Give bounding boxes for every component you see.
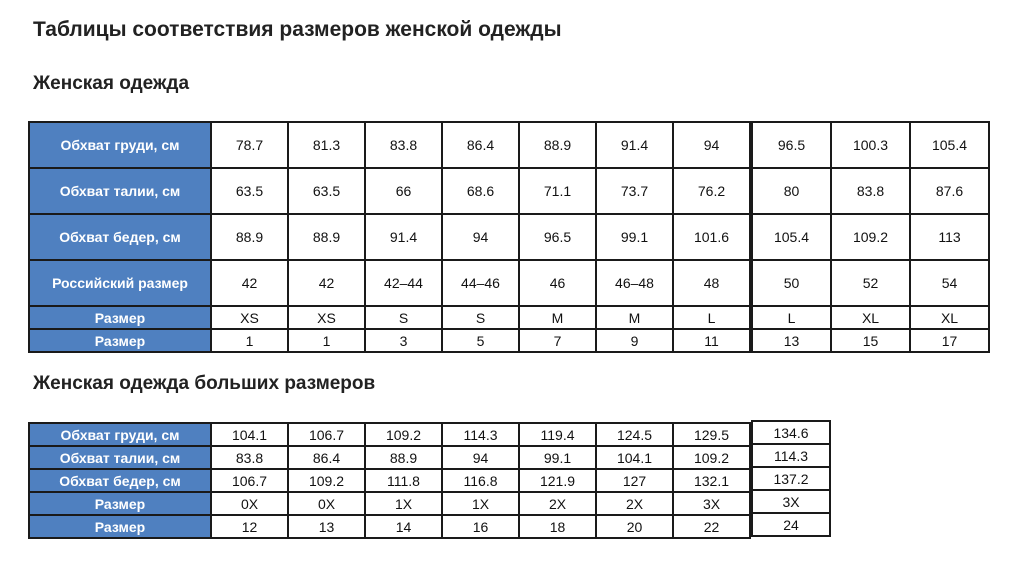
table-cell: 18	[519, 515, 596, 538]
table-row	[29, 214, 750, 260]
table-cell: S	[365, 306, 442, 329]
table-cell: 94	[442, 214, 519, 260]
table-cell: 1X	[365, 492, 442, 515]
table-cell: 14	[365, 515, 442, 538]
table-cell: 22	[673, 515, 750, 538]
table-cell: 83.8	[211, 446, 288, 469]
table-cell: 111.8	[365, 469, 442, 492]
table-cell: 121.9	[519, 469, 596, 492]
table-row	[752, 444, 830, 467]
table-cell: 16	[442, 515, 519, 538]
table-cell: 78.7	[211, 122, 288, 168]
table-cell: 124.5	[596, 423, 673, 446]
table-cell: L	[752, 306, 831, 329]
table-cell: 24	[752, 513, 830, 536]
table-cell: 76.2	[673, 168, 750, 214]
table-cell: XL	[910, 306, 989, 329]
table-cell: 88.9	[211, 214, 288, 260]
row-header: Размер	[29, 515, 211, 538]
table-cell: 106.7	[288, 423, 365, 446]
table-cell: 5	[442, 329, 519, 352]
table-row	[29, 329, 750, 352]
table-cell: 71.1	[519, 168, 596, 214]
table-cell: 101.6	[673, 214, 750, 260]
table-cell: 63.5	[211, 168, 288, 214]
table-cell: 0X	[211, 492, 288, 515]
table-row	[29, 492, 750, 515]
row-header: Размер	[29, 492, 211, 515]
table-cell: 88.9	[288, 214, 365, 260]
table-cell: 114.3	[752, 444, 830, 467]
table-cell: 99.1	[596, 214, 673, 260]
table-cell: 13	[752, 329, 831, 352]
table-cell: 109.2	[831, 214, 910, 260]
table-cell: 80	[752, 168, 831, 214]
size-table-plus-extension	[751, 420, 831, 537]
table-cell: 46–48	[596, 260, 673, 306]
table-cell: 109.2	[365, 423, 442, 446]
table-cell: 42	[211, 260, 288, 306]
table-cell: 3X	[752, 490, 830, 513]
row-header: Обхват груди, см	[29, 122, 211, 168]
table-cell: 3X	[673, 492, 750, 515]
table-cell: 12	[211, 515, 288, 538]
table-cell: 54	[910, 260, 989, 306]
table-cell: 42	[288, 260, 365, 306]
table-cell: 13	[288, 515, 365, 538]
table-cell: 50	[752, 260, 831, 306]
table-cell: 100.3	[831, 122, 910, 168]
table-cell: 96.5	[519, 214, 596, 260]
table-cell: 48	[673, 260, 750, 306]
table-cell: 119.4	[519, 423, 596, 446]
row-header: Размер	[29, 306, 211, 329]
table-cell: 96.5	[752, 122, 831, 168]
table-cell: 1	[211, 329, 288, 352]
row-header: Обхват бедер, см	[29, 469, 211, 492]
row-header: Обхват груди, см	[29, 423, 211, 446]
size-table-women	[28, 121, 751, 353]
table-cell: 68.6	[442, 168, 519, 214]
table-cell: 9	[596, 329, 673, 352]
table-row	[752, 214, 989, 260]
table-cell: 17	[910, 329, 989, 352]
table-cell: 94	[442, 446, 519, 469]
table-cell: XS	[288, 306, 365, 329]
table-cell: 116.8	[442, 469, 519, 492]
table-row	[752, 490, 830, 513]
table-cell: XS	[211, 306, 288, 329]
table-cell: 11	[673, 329, 750, 352]
table-row	[752, 168, 989, 214]
table-cell: 88.9	[365, 446, 442, 469]
table-cell: 44–46	[442, 260, 519, 306]
table-cell: 104.1	[211, 423, 288, 446]
table-cell: 106.7	[211, 469, 288, 492]
table-cell: L	[673, 306, 750, 329]
table-cell: 15	[831, 329, 910, 352]
page-title: Таблицы соответствия размеров женской одежды	[33, 18, 562, 41]
table-cell: 81.3	[288, 122, 365, 168]
table-cell: 20	[596, 515, 673, 538]
row-header: Обхват талии, см	[29, 168, 211, 214]
table-cell: 46	[519, 260, 596, 306]
size-table-plus	[28, 422, 751, 539]
table-cell: S	[442, 306, 519, 329]
table-cell: 63.5	[288, 168, 365, 214]
table-row	[29, 423, 750, 446]
table-cell: 91.4	[365, 214, 442, 260]
table-cell: 42–44	[365, 260, 442, 306]
table-cell: 0X	[288, 492, 365, 515]
table-row	[29, 469, 750, 492]
table-cell: 132.1	[673, 469, 750, 492]
table-cell: 109.2	[673, 446, 750, 469]
table-cell: 83.8	[831, 168, 910, 214]
table-cell: M	[596, 306, 673, 329]
table-cell: 113	[910, 214, 989, 260]
table-cell: 104.1	[596, 446, 673, 469]
row-header: Обхват бедер, см	[29, 214, 211, 260]
table-row	[752, 306, 989, 329]
table-row	[752, 467, 830, 490]
table-cell: 137.2	[752, 467, 830, 490]
table-row	[29, 260, 750, 306]
table-row	[29, 306, 750, 329]
table-cell: 2X	[519, 492, 596, 515]
table-row	[752, 260, 989, 306]
table-row	[29, 446, 750, 469]
table-cell: 105.4	[910, 122, 989, 168]
table-row	[752, 421, 830, 444]
table-cell: 3	[365, 329, 442, 352]
table-cell: 105.4	[752, 214, 831, 260]
table-cell: 91.4	[596, 122, 673, 168]
table-row	[752, 513, 830, 536]
row-header: Размер	[29, 329, 211, 352]
size-table-women-extension	[751, 121, 990, 353]
table-cell: 7	[519, 329, 596, 352]
table-cell: 73.7	[596, 168, 673, 214]
table-cell: 1	[288, 329, 365, 352]
section-heading-plus-size: Женская одежда больших размеров	[33, 373, 376, 394]
table-cell: 87.6	[910, 168, 989, 214]
table-cell: 88.9	[519, 122, 596, 168]
table-cell: 134.6	[752, 421, 830, 444]
table-cell: 99.1	[519, 446, 596, 469]
row-header: Обхват талии, см	[29, 446, 211, 469]
table-cell: M	[519, 306, 596, 329]
table-cell: 86.4	[288, 446, 365, 469]
table-row	[752, 122, 989, 168]
table-cell: 1X	[442, 492, 519, 515]
table-cell: XL	[831, 306, 910, 329]
table-cell: 83.8	[365, 122, 442, 168]
table-cell: 94	[673, 122, 750, 168]
table-cell: 109.2	[288, 469, 365, 492]
table-cell: 2X	[596, 492, 673, 515]
table-cell: 52	[831, 260, 910, 306]
table-row	[29, 515, 750, 538]
section-heading-women: Женская одежда	[33, 73, 190, 94]
table-row	[29, 122, 750, 168]
table-cell: 114.3	[442, 423, 519, 446]
table-cell: 127	[596, 469, 673, 492]
table-cell: 129.5	[673, 423, 750, 446]
table-cell: 86.4	[442, 122, 519, 168]
table-cell: 66	[365, 168, 442, 214]
row-header: Российский размер	[29, 260, 211, 306]
table-row	[29, 168, 750, 214]
table-row	[752, 329, 989, 352]
